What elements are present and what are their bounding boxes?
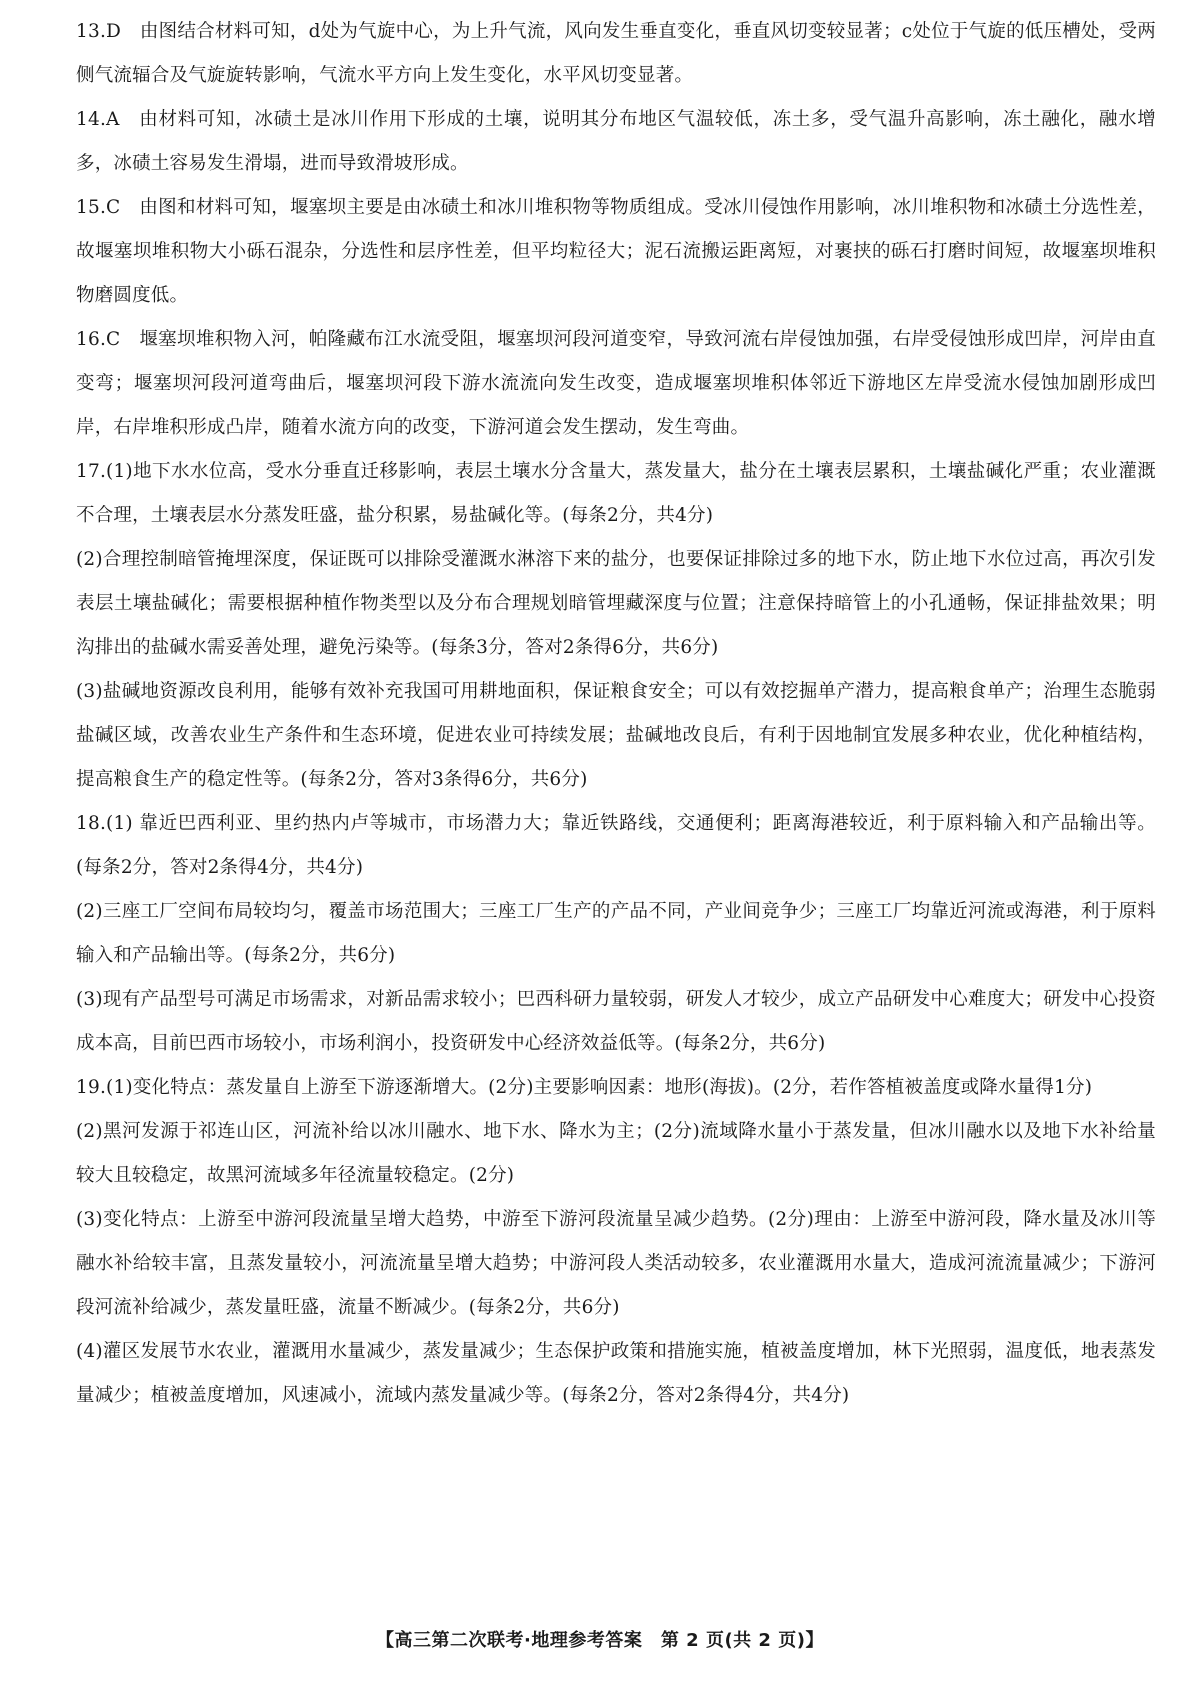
answer-text: (3)现有产品型号可满足市场需求，对新品需求较小；巴西科研力量较弱，研发人才较少，成立产品研发中心难度大；研发中心投资成本高，目前巴西市场较小，市场利润小，投资研发中心经济效益低等。(每条2分，共6分) — [76, 989, 1156, 1054]
answer-19-1 — [76, 1066, 1156, 1110]
answer-text: (2)合理控制暗管掩埋深度，保证既可以排除受灌溉水淋溶下来的盐分，也要保证排除过多的地下水，防止地下水位过高，再次引发表层土壤盐碱化；需要根据种植作物类型以及分布合理规划暗管埋藏深度与位置；注意保持暗管上的小孔通畅，保证排盐效果；明沟排出的盐碱水需妥善处理，避免污染等。(每条3分，答对2条得6分，共6分) — [76, 549, 1156, 658]
answer-text: A 由材料可知，冰碛土是冰川作用下形成的土壤，说明其分布地区气温较低，冻土多，受气温升高影响，冻土融化，融水增多，冰碛土容易发生滑塌，进而导致滑坡形成。 — [76, 109, 1156, 174]
answer-number: 16. — [76, 329, 107, 350]
page-footer: 【高三第二次联考·地理参考答案 第 2 页(共 2 页)】 — [376, 1630, 824, 1651]
answer-19-2 — [76, 1110, 1156, 1198]
answer-13 — [76, 10, 1156, 98]
answer-14 — [76, 98, 1156, 186]
answer-text: C 堰塞坝堆积物入河，帕隆藏布江水流受阻，堰塞坝河段河道变窄，导致河流右岸侵蚀加强，右岸受侵蚀形成凹岸，河岸由直变弯；堰塞坝河段河道弯曲后，堰塞坝河段下游水流流向发生改变，造成堰塞坝堆积体邻近下游地区左岸受流水侵蚀加剧形成凹岸，右岸堆积形成凸岸，随着水流方向的改变，下游河道会发生摆动，发生弯曲。 — [76, 329, 1156, 438]
answer-text: (1) 靠近巴西利亚、里约热内卢等城市，市场潜力大；靠近铁路线，交通便利；距离海港较近，利于原料输入和产品输出等。(每条2分，答对2条得4分，共4分) — [76, 813, 1156, 878]
answer-19-4 — [76, 1330, 1156, 1418]
answer-number: 19. — [76, 1077, 107, 1098]
answer-17-3 — [76, 670, 1156, 802]
answer-number: 18. — [76, 813, 107, 834]
answer-number: 15. — [76, 197, 107, 218]
answer-text: (2)黑河发源于祁连山区，河流补给以冰川融水、地下水、降水为主；(2分)流域降水量小于蒸发量，但冰川融水以及地下水补给量较大且较稳定，故黑河流域多年径流量较稳定。(2分) — [76, 1121, 1156, 1186]
answer-text: (1)变化特点：蒸发量自上游至下游逐渐增大。(2分)主要影响因素：地形(海拔)。(2分，若作答植被盖度或降水量得1分) — [106, 1077, 1093, 1098]
answer-text: (2)三座工厂空间布局较均匀，覆盖市场范围大；三座工厂生产的产品不同，产业间竞争少；三座工厂均靠近河流或海港，利于原料输入和产品输出等。(每条2分，共6分) — [76, 901, 1156, 966]
answer-text: (3)变化特点：上游至中游河段流量呈增大趋势，中游至下游河段流量呈减少趋势。(2分)理由：上游至中游河段，降水量及冰川等融水补给较丰富，且蒸发量较小，河流流量呈增大趋势；中游河段人类活动较多，农业灌溉用水量大，造成河流流量减少；下游河段河流补给减少，蒸发量旺盛，流量不断减少。(每条2分，共6分) — [76, 1209, 1156, 1318]
answer-17-2 — [76, 538, 1156, 670]
answer-number: 14. — [76, 109, 107, 130]
answer-text: D 由图结合材料可知，d处为气旋中心，为上升气流，风向发生垂直变化，垂直风切变较显著；c处位于气旋的低压槽处，受两侧气流辐合及气旋旋转影响，气流水平方向上发生变化，水平风切变显著。 — [76, 21, 1156, 86]
answer-19-3 — [76, 1198, 1156, 1330]
answer-text: (4)灌区发展节水农业，灌溉用水量减少，蒸发量减少；生态保护政策和措施实施，植被盖度增加，林下光照弱，温度低，地表蒸发量减少；植被盖度增加，风速减小，流域内蒸发量减少等。(每条2分，答对2条得4分，共4分) — [76, 1341, 1156, 1406]
answer-18-2 — [76, 890, 1156, 978]
answer-18-3 — [76, 978, 1156, 1066]
answer-number: 17. — [76, 461, 107, 482]
answer-18-1 — [76, 802, 1156, 890]
answer-17-1 — [76, 450, 1156, 538]
answer-text: C 由图和材料可知，堰塞坝主要是由冰碛土和冰川堆积物等物质组成。受冰川侵蚀作用影响，冰川堆积物和冰碛土分选性差，故堰塞坝堆积物大小砾石混杂，分选性和层序性差，但平均粒径大；泥石流搬运距离短，对裹挟的砾石打磨时间短，故堰塞坝堆积物磨圆度低。 — [76, 197, 1156, 306]
answer-16 — [76, 318, 1156, 450]
answer-15 — [76, 186, 1156, 318]
answer-number: 13. — [76, 21, 107, 42]
answer-content — [76, 10, 1156, 1418]
answer-text: (1)地下水水位高，受水分垂直迁移影响，表层土壤水分含量大，蒸发量大，盐分在土壤表层累积，土壤盐碱化严重；农业灌溉不合理，土壤表层水分蒸发旺盛，盐分积累，易盐碱化等。(每条2分，共4分) — [76, 461, 1156, 526]
answer-text: (3)盐碱地资源改良利用，能够有效补充我国可用耕地面积，保证粮食安全；可以有效挖掘单产潜力，提高粮食单产；治理生态脆弱盐碱区域，改善农业生产条件和生态环境，促进农业可持续发展；盐碱地改良后，有利于因地制宜发展多种农业，优化种植结构，提高粮食生产的稳定性等。(每条2分，答对3条得6分，共6分) — [76, 681, 1156, 790]
